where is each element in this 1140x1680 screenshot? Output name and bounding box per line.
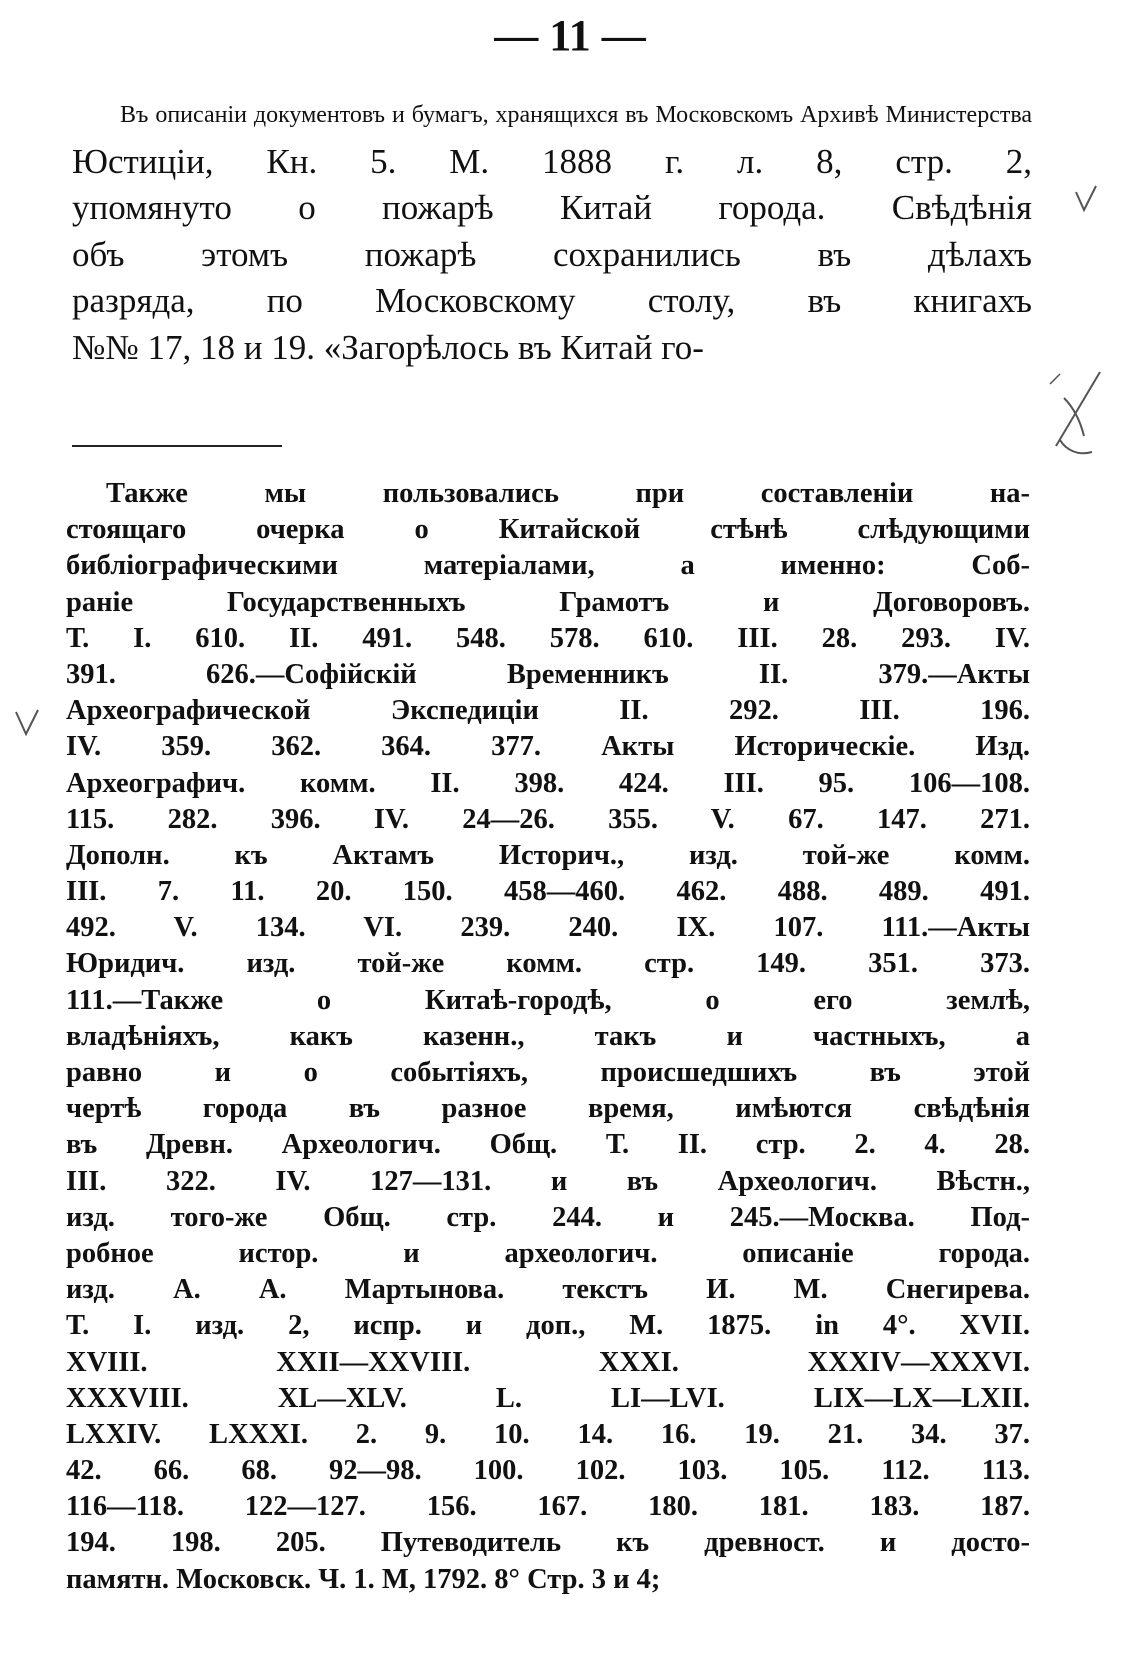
footnote-separator-rule (72, 445, 282, 447)
main-text-line: №№ 17, 18 и 19. «Загорѣлось въ Китай го- (72, 327, 704, 367)
footnote-line: Юридич. изд. той-же комм. стр. 149. 351. 373. (66, 948, 1030, 980)
footnote-line: XXXVIII. XL—XLV. L. LI—LVI. LIX—LX—LXII. (66, 1382, 1030, 1414)
footnote-line: владѣніяхъ, какъ казенн., такъ и частныхъ, а (66, 1020, 1030, 1052)
footnote-block (66, 476, 1030, 1598)
footnote-line: Дополн. къ Актамъ Историч., изд. той-же комм. (66, 839, 1030, 871)
footnote-line: Археографич. комм. II. 398. 424. III. 95. 106—108. (66, 767, 1030, 799)
footnote-line: раніе Государственныхъ Грамотъ и Договоровъ. (66, 586, 1030, 618)
footnote-line: Археографической Экспедиціи II. 292. III. 196. (66, 695, 1030, 727)
footnote-line: 115. 282. 396. IV. 24—26. 355. V. 67. 147. 271. (66, 803, 1030, 835)
footnote-line: библіографическими матеріалами, а именно: Соб- (66, 550, 1030, 582)
footnote-line: въ Древн. Археологич. Общ. Т. II. стр. 2. 4. 28. (66, 1129, 1030, 1161)
footnote-line: XVIII. XXII—XXVIII. XXXI. XXXIV—XXXVI. (66, 1346, 1030, 1378)
footnote-line: 194. 198. 205. Путеводитель къ древност. и досто- (66, 1527, 1030, 1559)
footnote-line: LXXIV. LXXXI. 2. 9. 10. 14. 16. 19. 21. 34. 37. (66, 1418, 1030, 1450)
check-mark-icon (16, 710, 38, 734)
footnote-line: равно и о событіяхъ, происшедшихъ въ этой (66, 1057, 1030, 1088)
page-number: — 11 — (494, 11, 646, 60)
footnote-line: IV. 359. 362. 364. 377. Акты Историческіе. Изд. (66, 731, 1030, 763)
footnote-line: чертѣ города въ разное время, имѣются свѣдѣнія (66, 1093, 1030, 1125)
footnote-line: робное истор. и археологич. описаніе города. (66, 1237, 1030, 1269)
footnote-line: 116—118. 122—127. 156. 167. 180. 181. 183. 187. (66, 1491, 1030, 1523)
check-mark-icon (1076, 186, 1096, 210)
footnote-line: изд. А. А. Мартынова. текстъ И. М. Снегирева. (66, 1274, 1030, 1306)
footnote-line: III. 322. IV. 127—131. и въ Археологич. Вѣстн., (66, 1165, 1030, 1197)
footnote-line: изд. того-же Общ. стр. 244. и 245.—Москва. Под- (66, 1201, 1030, 1233)
main-text-line: объ этомъ пожарѣ сохранились въ дѣлахъ (72, 234, 1032, 274)
main-text-line: разряда, по Московскому столу, въ книгахъ (72, 281, 1032, 320)
margin-dash-icon (1050, 374, 1060, 384)
footnote-line: Также мы пользовались при составленіи на- (106, 478, 1030, 509)
footnote-line: 111.—Также о Китаѣ-городѣ, о его землѣ, (66, 984, 1030, 1016)
main-paragraph (72, 92, 1032, 371)
footnote-line: Т. I. изд. 2, испр. и доп., М. 1875. in 4°. XVII. (66, 1310, 1030, 1342)
footnote-line: стоящаго очерка о Китайской стѣнѣ слѣдующими (66, 514, 1030, 546)
footnote-line: памятн. Московск. Ч. 1. М, 1792. 8° Стр. 3 и 4; (66, 1563, 661, 1595)
pencil-cross-icon (1056, 372, 1100, 453)
main-text-line: Юстиціи, Кн. 5. М. 1888 г. л. 8, стр. 2, (72, 141, 1032, 181)
footnote-line: 492. V. 134. VI. 239. 240. IX. 107. 111.—Акты (66, 912, 1030, 944)
main-text-line: Въ описаніи документовъ и бумагъ, хранящихся въ Московскомъ Архивѣ Министерства (120, 102, 1032, 128)
footnote-line: III. 7. 11. 20. 150. 458—460. 462. 488. 489. 491. (66, 876, 1030, 908)
footnote-line: Т. I. 610. II. 491. 548. 578. 610. III. 28. 293. IV. (66, 622, 1030, 654)
footnote-line: 391. 626.—Софійскій Временникъ II. 379.—Акты (66, 658, 1030, 690)
main-text-line: упомянуто о пожарѣ Китай города. Свѣдѣнія (72, 188, 1032, 227)
footnote-line: 42. 66. 68. 92—98. 100. 102. 103. 105. 112. 113. (66, 1455, 1030, 1487)
